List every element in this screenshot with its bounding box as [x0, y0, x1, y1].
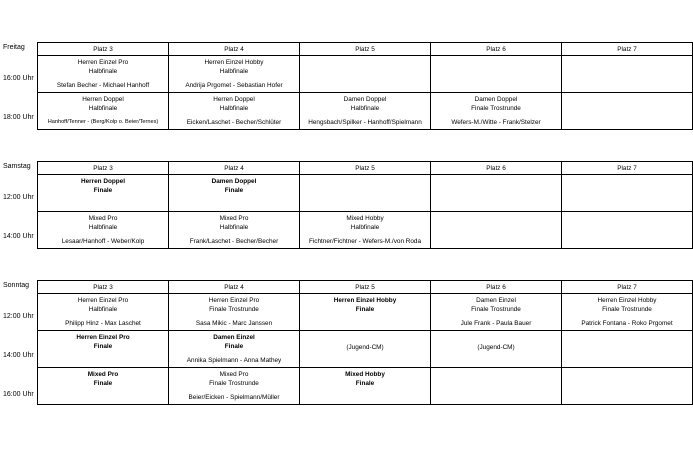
match-players: Beier/Eicken - Spielmann/Müller	[188, 394, 280, 401]
court-header: Platz 7	[562, 281, 693, 294]
match-event: Damen Doppel	[343, 96, 387, 103]
match-cell	[169, 93, 300, 130]
match-event: Damen Doppel	[211, 178, 257, 185]
match-cell	[169, 212, 300, 249]
empty-cell	[431, 212, 562, 249]
match-event: Herren Einzel Pro	[77, 59, 129, 66]
empty-cell	[562, 93, 693, 130]
court-header-row	[38, 281, 693, 294]
match-players: Eicken/Laschet - Becher/Schlüter	[186, 119, 282, 126]
court-header: Platz 6	[431, 162, 562, 175]
match-players: Jule Frank - Paula Bauer	[460, 320, 532, 327]
match-players: Stefan Becher - Michael Hanhoff	[56, 82, 150, 89]
empty-cell	[562, 56, 693, 93]
match-players: Sasa Mikic - Marc Janssen	[195, 320, 273, 327]
day-label-samstag: Samstag	[3, 163, 31, 170]
match-players: Hengsbach/Spilker - Hanhoff/Spielmann	[308, 119, 422, 126]
match-round: Finale	[93, 187, 113, 194]
match-players: Patrick Fontana - Roko Prgomet	[581, 320, 673, 327]
match-note: (Jugend-CM)	[346, 344, 384, 351]
match-players: Frank/Laschet - Becher/Becher	[189, 238, 279, 245]
match-round: Halbfinale	[350, 224, 380, 231]
match-event: Damen Einzel	[476, 297, 516, 304]
empty-cell	[300, 175, 431, 212]
match-players: Hanhoff/Tenner - (Berg/Kolp o. Beier/Ternes)	[47, 119, 159, 125]
match-round: Finale Trostrunde	[209, 380, 259, 387]
time-slot-row	[38, 93, 693, 130]
court-header: Platz 3	[38, 281, 169, 294]
match-players: Lesaar/Hanhoff - Weber/Kolp	[61, 238, 145, 245]
court-header: Platz 3	[38, 162, 169, 175]
time-slot-row	[38, 368, 693, 405]
match-round: Halbfinale	[88, 306, 118, 313]
court-header: Platz 7	[562, 43, 693, 56]
match-event: Mixed Pro	[87, 371, 119, 378]
match-event: Herren Einzel Hobby	[597, 297, 657, 304]
time-label: 18:00 Uhr	[3, 114, 34, 121]
match-cell	[300, 93, 431, 130]
day-label-freitag: Freitag	[3, 44, 25, 51]
match-players: Andrija Prgomet - Sebastian Hofer	[185, 82, 283, 89]
match-players: Philipp Hinz - Max Laschet	[65, 320, 141, 327]
match-round: Halbfinale	[88, 105, 118, 112]
time-slot-row	[38, 212, 693, 249]
time-label: 14:00 Uhr	[3, 352, 34, 359]
match-cell	[300, 212, 431, 249]
match-cell	[38, 93, 169, 130]
match-cell	[169, 368, 300, 405]
match-event: Damen Einzel	[213, 334, 255, 341]
match-cell	[38, 175, 169, 212]
match-event: Herren Doppel	[80, 178, 126, 185]
match-cell	[169, 56, 300, 93]
court-header: Platz 3	[38, 43, 169, 56]
court-header: Platz 4	[169, 281, 300, 294]
match-round: Finale Trostrunde	[471, 105, 521, 112]
match-event: Mixed Pro	[88, 215, 118, 222]
match-cell	[562, 294, 693, 331]
match-round: Finale	[224, 343, 244, 350]
empty-cell	[431, 175, 562, 212]
match-event: Damen Doppel	[474, 96, 518, 103]
match-event: Mixed Hobby	[346, 215, 384, 222]
match-event: Mixed Pro	[219, 371, 249, 378]
match-round: Halbfinale	[88, 68, 118, 75]
match-round: Halbfinale	[219, 224, 249, 231]
court-header: Platz 5	[300, 281, 431, 294]
time-label: 16:00 Uhr	[3, 75, 34, 82]
time-label: 12:00 Uhr	[3, 313, 34, 320]
match-event: Herren Einzel Hobby	[204, 59, 264, 66]
match-event: Herren Einzel Pro	[76, 334, 130, 341]
match-round: Finale Trostrunde	[209, 306, 259, 313]
court-header: Platz 7	[562, 162, 693, 175]
match-event: Herren Einzel Pro	[208, 297, 260, 304]
court-header: Platz 4	[169, 43, 300, 56]
empty-cell	[431, 56, 562, 93]
match-cell	[169, 331, 300, 368]
match-cell	[38, 56, 169, 93]
match-round: Halbfinale	[350, 105, 380, 112]
empty-cell	[562, 212, 693, 249]
empty-cell	[562, 175, 693, 212]
court-header: Platz 6	[431, 281, 562, 294]
match-cell	[38, 368, 169, 405]
empty-cell	[562, 331, 693, 368]
court-header: Platz 5	[300, 43, 431, 56]
match-cell	[431, 294, 562, 331]
match-round: Finale	[224, 187, 244, 194]
time-slot-row	[38, 294, 693, 331]
match-round: Finale	[93, 380, 113, 387]
court-header: Platz 6	[431, 43, 562, 56]
time-slot-row	[38, 175, 693, 212]
match-cell	[169, 175, 300, 212]
time-slot-row	[38, 331, 693, 368]
match-round: Finale Trostrunde	[602, 306, 652, 313]
court-header-row	[38, 162, 693, 175]
time-label: 16:00 Uhr	[3, 391, 34, 398]
schedule-table-sonntag	[37, 280, 693, 405]
day-label-sonntag: Sonntag	[3, 282, 30, 289]
match-cell	[431, 331, 562, 368]
schedule-table-freitag	[37, 42, 693, 130]
empty-cell	[300, 56, 431, 93]
match-event: Mixed Hobby	[345, 371, 385, 378]
match-cell	[38, 294, 169, 331]
match-players: Wefers-M./Witte - Frank/Stelzer	[451, 119, 541, 126]
match-round: Halbfinale	[219, 68, 249, 75]
court-header: Platz 4	[169, 162, 300, 175]
time-label: 12:00 Uhr	[3, 194, 34, 201]
match-round: Halbfinale	[88, 224, 118, 231]
match-cell	[300, 368, 431, 405]
match-cell	[169, 294, 300, 331]
match-round: Finale Trostrunde	[471, 306, 521, 313]
match-cell	[38, 331, 169, 368]
match-note: (Jugend-CM)	[477, 344, 515, 351]
match-players: Fichtner/Fichtner - Wefers-M./von Roda	[308, 238, 422, 245]
match-round: Finale	[355, 306, 375, 313]
court-header: Platz 5	[300, 162, 431, 175]
match-cell	[300, 331, 431, 368]
match-event: Mixed Pro	[219, 215, 249, 222]
match-event: Herren Einzel Hobby	[333, 297, 397, 304]
match-cell	[300, 294, 431, 331]
match-round: Finale	[93, 343, 113, 350]
match-round: Halbfinale	[219, 105, 249, 112]
court-header-row	[38, 43, 693, 56]
match-round: Finale	[355, 380, 375, 387]
schedule-table-samstag	[37, 161, 693, 249]
empty-cell	[431, 368, 562, 405]
time-label: 14:00 Uhr	[3, 233, 34, 240]
match-event: Herren Doppel	[82, 96, 124, 103]
match-players: Annika Spielmann - Anna Mathey	[186, 357, 282, 364]
match-cell	[431, 93, 562, 130]
empty-cell	[562, 368, 693, 405]
match-event: Herren Doppel	[213, 96, 255, 103]
time-slot-row	[38, 56, 693, 93]
match-event: Herren Einzel Pro	[77, 297, 129, 304]
match-cell	[38, 212, 169, 249]
